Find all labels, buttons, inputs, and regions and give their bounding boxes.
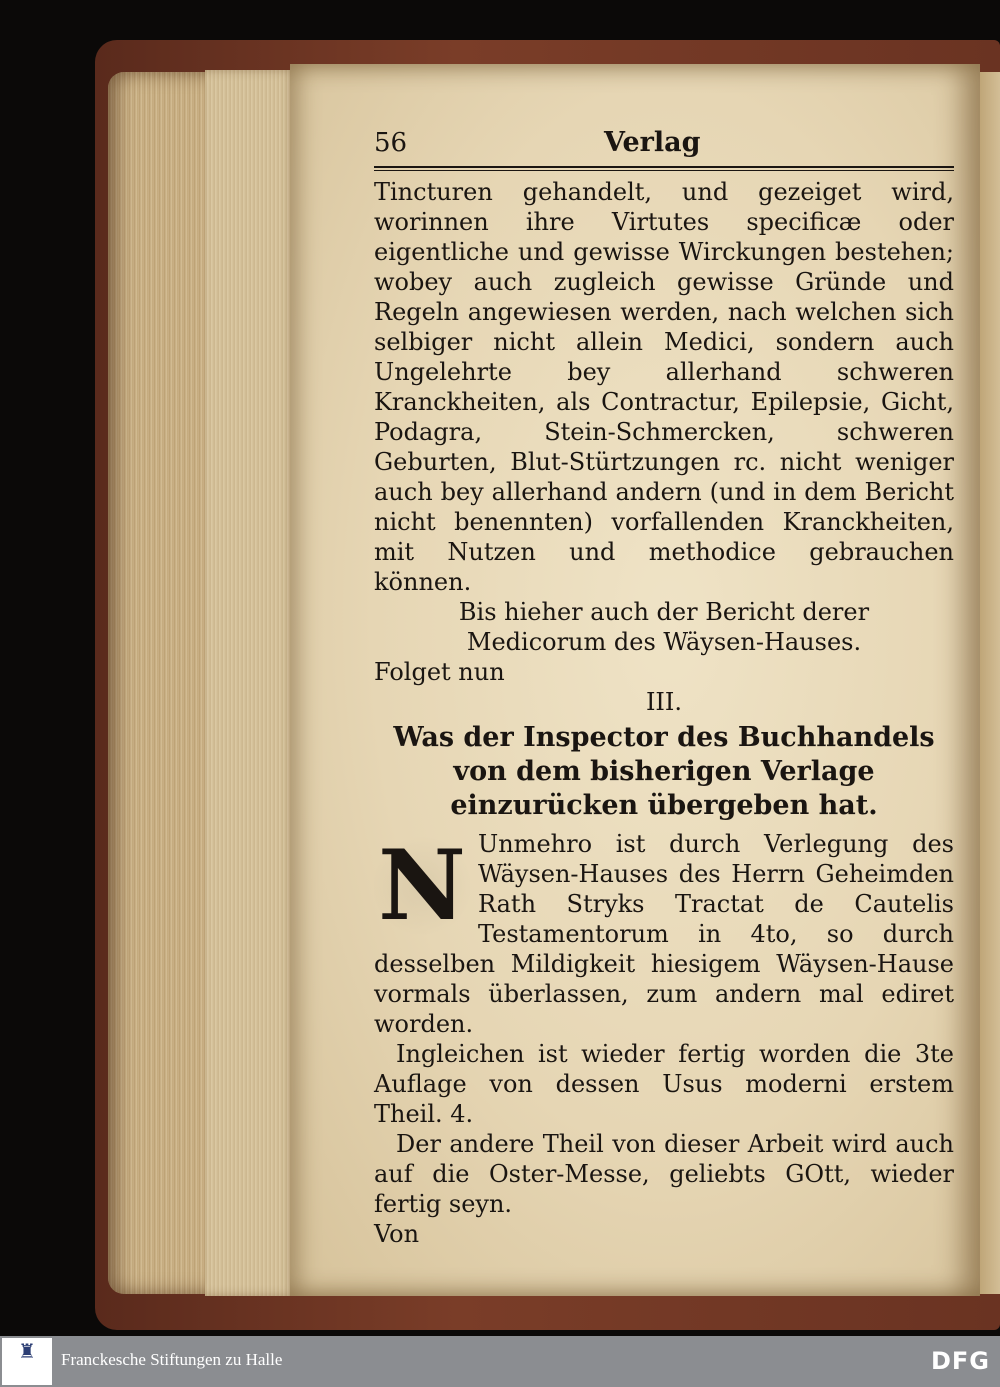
dfg-logo[interactable]: DFG bbox=[930, 1347, 990, 1375]
header-rule bbox=[374, 166, 954, 171]
paragraph-bericht: Bis hieher auch der Bericht derer Medicorum des Wäysen-Hauses. bbox=[458, 598, 870, 656]
viewer-footer bbox=[0, 1336, 1000, 1387]
page-number: 56 bbox=[374, 128, 408, 158]
running-head bbox=[374, 126, 954, 166]
francke-emblem-icon: ♜ bbox=[18, 1339, 36, 1363]
paragraph-tincturen: Tincturen gehandelt, und gezeiget wird, worinnen ihre Virtutes specificæ oder eigentliche und gewisse Wirckungen bestehen; wobey auch zugleich gewisse Gründe und Regeln angewiesen werden, nach welchen sich selbiger nicht allein Medici, sondern auch Ungelehrte bey allerhand schweren Kranckheiten, als Contractur, Epilepsie, Gicht, Podagra, Stein-Schmercken, schweren Geburten, Blut-Stürtzungen rc. nicht weniger auch bey allerhand andern (und in dem Bericht nicht benennten) vorfallenden Kranckheiten, mit Nutzen und methodice gebrauchen können. bbox=[374, 178, 954, 596]
section-number: III. bbox=[645, 688, 683, 716]
paragraph-andere-theil: Der andere Theil von dieser Arbeit wird auch auf die Oster-Messe, geliebts GOtt, wieder fertig seyn. bbox=[374, 1130, 954, 1218]
paragraph-unmehro: Unmehro ist durch Verlegung des Wäysen-Hauses des Herrn Geheimden Rath Stryks Tractat de Cautelis Testamentorum in 4to, so durch desselben Mildigkeit hiesigem Wäysen-Hause vormals überlassen, zum andern mal ediret worden. bbox=[374, 830, 954, 1038]
book-block-edge bbox=[108, 72, 218, 1294]
section-heading: Was der Inspector des Buchhandels von dem bisherigen Verlage einzurücken übergeben hat. bbox=[393, 722, 935, 821]
paragraph-folget: Folget nun bbox=[374, 658, 505, 686]
running-title: Verlag bbox=[604, 127, 701, 158]
body-text bbox=[374, 177, 954, 1249]
francke-logo[interactable] bbox=[2, 1338, 52, 1385]
book-page bbox=[290, 64, 980, 1296]
catchword: Von bbox=[374, 1220, 420, 1248]
paragraph-ingleichen: Ingleichen ist wieder fertig worden die 3te Auflage von dessen Usus moderni erstem Theil. 4. bbox=[374, 1040, 954, 1128]
institution-name[interactable]: Franckesche Stiftungen zu Halle bbox=[61, 1350, 283, 1369]
page-edges bbox=[205, 70, 297, 1296]
page-content bbox=[374, 126, 954, 1249]
decorative-initial: N bbox=[374, 831, 470, 941]
decorated-paragraph bbox=[374, 829, 954, 1039]
